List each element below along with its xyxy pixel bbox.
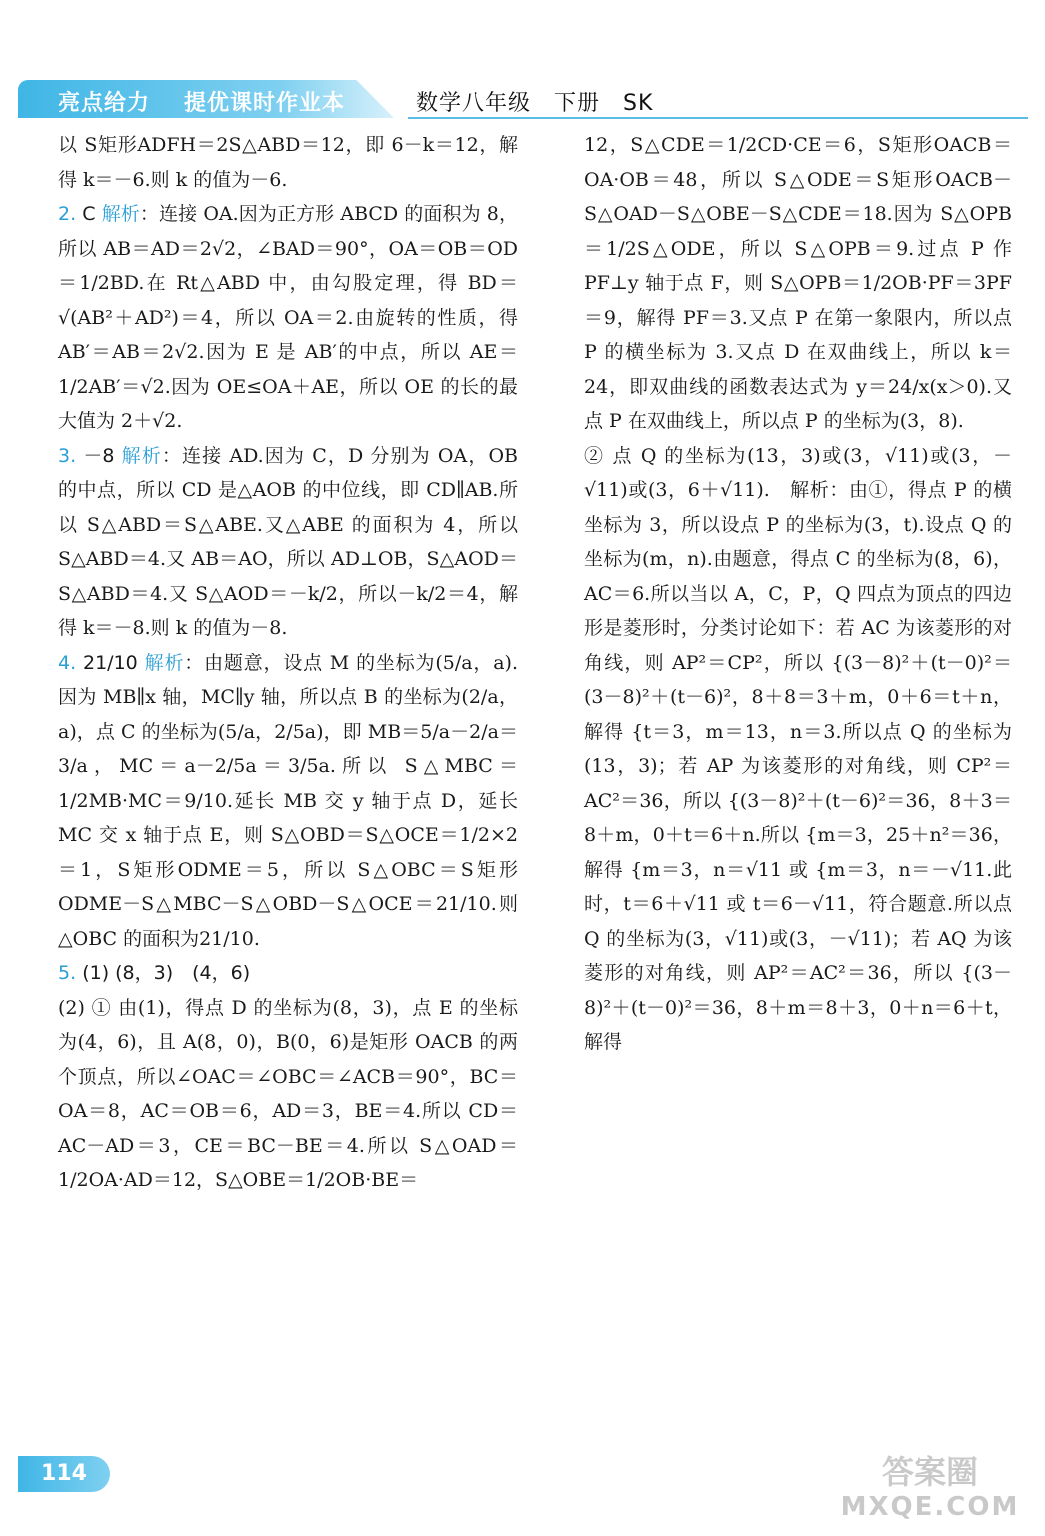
watermark-logo — [835, 1452, 1025, 1522]
answer-block — [584, 439, 1012, 1060]
question-number: 5. — [58, 962, 77, 984]
answer-block — [58, 991, 518, 1198]
question-number: 2. — [58, 203, 77, 225]
answer-block — [584, 128, 1012, 439]
analysis-tag: 解析 — [101, 203, 140, 225]
watermark-bottom: MXQE.COM — [840, 1492, 1020, 1522]
header-rule — [408, 117, 1028, 119]
page-header — [18, 80, 1018, 122]
question-number: 4. — [58, 651, 77, 674]
answer-block — [58, 197, 518, 439]
grade-label: 数学八年级 下册 SK — [416, 91, 654, 116]
analysis-tag: 解析 — [144, 651, 185, 674]
answer-text: (2) ① 由(1)，得点 D 的坐标为(8，3)，点 E 的坐标为(4，6)，且 A(8，0)，B(0，6)是矩形 OACB 的两个顶点，所以∠OAC＝∠OBC＝∠ACB＝90°，BC＝OA＝8，AC＝OB＝6，AD＝3，BE＝4.所以 CD＝AC－AD＝3，CE＝BC－BE＝4.所以 S△OAD＝1/2OA·AD＝12，S△OBE＝1/2OB·BE＝ — [58, 996, 518, 1191]
answer-block — [58, 439, 518, 646]
answer-value: C — [82, 203, 96, 225]
answer-value: (1) (8，3) (4，6) — [82, 962, 251, 984]
page-number: 114 — [18, 1456, 110, 1492]
answer-block — [58, 646, 518, 957]
series-title: 提优课时作业本 — [184, 91, 346, 116]
right-column — [584, 128, 1012, 1060]
left-column — [58, 128, 518, 1198]
answer-block — [58, 956, 518, 991]
brand-title: 亮点给力 — [58, 91, 151, 116]
answer-value: 21/10 — [83, 651, 138, 674]
answer-text: ：由题意，设点 M 的坐标为(5/a，a).因为 MB∥x 轴，MC∥y 轴，所以点 B 的坐标为(2/a，a)，点 C 的坐标为(5/a，2/5a)，即 MB＝5/a－2/a＝3/a，MC＝a－2/5a＝3/5a.所以 S△MBC＝1/2MB·MC＝9/10.延长 MB 交 y 轴于点 D，延长 MC 交 x 轴于点 E，则 S△OBD＝S△OCE＝1/2×2＝1，S矩形ODME＝5，所以 S△OBC＝S矩形ODME－S△MBC－S△OBD－S△OCE＝21/10.则△OBC 的面积为21/10. — [58, 651, 518, 950]
answer-block — [58, 128, 518, 197]
analysis-tag: 解析 — [121, 444, 162, 467]
answer-text: ：连接 AD.因为 C，D 分别为 OA，OB 的中点，所以 CD 是△AOB 的中位线，即 CD∥AB.所以 S△ABD＝S△ABE.又△ABE 的面积为 4，所以 S△ABD＝4.又 AB＝AO，所以 AD⊥OB，S△AOD＝S△ABD＝4.又 S△AOD＝－k/2，所以－k/2＝4，解得 k＝－8.则 k 的值为－8. — [58, 444, 518, 639]
answer-text: ：连接 OA.因为正方形 ABCD 的面积为 8，所以 AB＝AD＝2√2，∠BAD＝90°，OA＝OB＝OD＝1/2BD.在 Rt△ABD 中，由勾股定理，得 BD＝√(AB²＋AD²)＝4，所以 OA＝2.由旋转的性质，得 AB′＝AB＝2√2.因为 E 是 AB′的中点，所以 AE＝1/2AB′＝√2.因为 OE≤OA＋AE，所以 OE 的长的最大值为 2＋√2. — [58, 203, 518, 432]
answer-text: 12，S△CDE＝1/2CD·CE＝6，S矩形OACB＝OA·OB＝48，所以 S△ODE＝S矩形OACB－S△OAD－S△OBE－S△CDE＝18.因为 S△OPB＝1/2S△ODE，所以 S△OPB＝9.过点 P 作 PF⊥y 轴于点 F，则 S△OPB＝1/2OB·PF＝3PF＝9，解得 PF＝3.又点 P 在第一象限内，所以点 P 的横坐标为 3.又点 D 在双曲线上，所以 k＝24，即双曲线的函数表达式为 y＝24/x(x＞0).又点 P 在双曲线上，所以点 P 的坐标为(3，8). — [584, 134, 1012, 432]
watermark-top: 答案圈 — [881, 1453, 978, 1491]
answer-text: 以 S矩形ADFH＝2S△ABD＝12，即 6－k＝12，解得 k＝－6.则 k 的值为－6. — [58, 134, 518, 191]
answer-text: ② 点 Q 的坐标为(13，3)或(3，√11)或(3，－√11)或(3，6＋√11). 解析：由①，得点 P 的横坐标为 3，所以设点 P 的坐标为(3，t).设点 Q 的坐标为(m，n).由题意，得点 C 的坐标为(8，6)，AC＝6.所以当以 A，C，P，Q 四点为顶点的四边形是菱形时，分类讨论如下：若 AC 为该菱形的对角线，则 AP²＝CP²，所以 {(3－8)²＋(t－0)²＝(3－8)²＋(t－6)²，8＋8＝3＋m，0＋6＝t＋n，解得 {t＝3，m＝13，n＝3.所以点 Q 的坐标为(13，3)；若 AP 为该菱形的对角线，则 CP²＝AC²＝36，所以 {(3－8)²＋(t－6)²＝36，8＋3＝8＋m，0＋t＝6＋n.所以 {m＝3，25＋n²＝36，解得 {m＝3，n＝√11 或 {m＝3，n＝－√11.此时，t＝6＋√11 或 t＝6－√11，符合题意.所以点 Q 的坐标为(3，√11)或(3，－√11)；若 AQ 为该菱形的对角线，则 AP²＝AC²＝36，所以 {(3－8)²＋(t－0)²＝36，8＋m＝8＋3，0＋n＝6＋t，解得 — [584, 444, 1012, 1053]
question-number: 3. — [58, 444, 77, 467]
answer-value: －8 — [83, 444, 115, 467]
